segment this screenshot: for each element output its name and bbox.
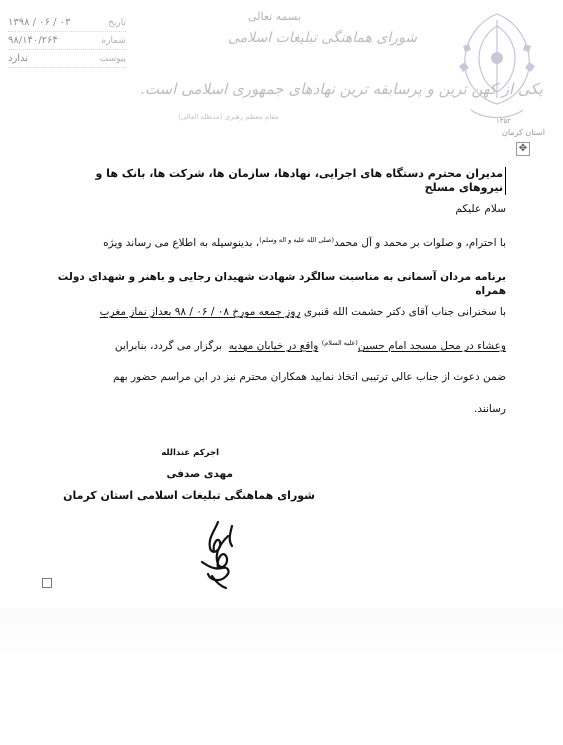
move-handle-icon[interactable]: ✥ xyxy=(516,142,530,156)
attachment-value: ندارد xyxy=(8,53,29,64)
number-value: ۹۸/۱۴۰/۲۶۴ xyxy=(8,35,58,46)
date-value: ۰۳ / ۰۶ / ۱۳۹۸ xyxy=(8,17,71,28)
number-row xyxy=(8,32,126,50)
p4-note: (علیه السلام) xyxy=(321,339,358,347)
p1-note: (صلی الله علیه و اله وسلم) xyxy=(259,236,334,244)
page-footer-shade xyxy=(0,608,563,658)
p1-end: ، بدینوسیله به اطلاع می رساند ویژه xyxy=(103,237,260,249)
attachment-row xyxy=(8,50,126,68)
signer-name: مهدی صدفی xyxy=(166,468,233,480)
checkbox[interactable] xyxy=(42,578,52,588)
handwritten-signature-icon xyxy=(188,518,244,590)
letter-paragraph-3 xyxy=(54,305,506,319)
letter-meta xyxy=(8,14,126,68)
signer-title: شورای هماهنگی تبلیغات اسلامی استان کرمان xyxy=(63,489,315,502)
council-name: شورای هماهنگی تبلیغات اسلامی xyxy=(228,30,417,46)
besmeh-heading: بسمه تعالی xyxy=(248,10,301,23)
letter-addressee: مدیران محترم دستگاه های اجرایی، نهادها، سازمان ها، شرکت ها، بانک ها و نیروهای مسلح xyxy=(51,167,506,195)
p1-start: با احترام، و صلوات بر محمد و آل محمد xyxy=(334,237,506,249)
p3-date-time: روز جمعه مورخ ۰۸ / ۰۶ / ۹۸ بعداز نماز مغرب xyxy=(99,306,301,318)
date-label: تاریخ xyxy=(108,17,126,28)
council-logo-icon xyxy=(441,6,553,124)
province-label: استان کرمان xyxy=(501,128,545,137)
council-motto: یکی از کهن ترین و پرسابقه ترین نهادهای جمهوری اسلامی است. xyxy=(140,80,543,98)
p3-start: با سخنرانی جناب آقای دکتر حشمت الله قنبری xyxy=(303,306,506,318)
attachment-label: پیوست xyxy=(99,53,126,64)
signature-closing: اجرکم عندالله xyxy=(161,448,219,458)
p4-venue-end: واقع در خیابان مهدیه xyxy=(228,340,319,352)
p4-venue-start: وعشاء در محل مسجد امام حسین xyxy=(357,340,506,352)
letter-paragraph-5: ضمن دعوت از جناب عالی ترتیبی اتخاذ نمایید همکاران محترم نیز در این مراسم حضور بهم xyxy=(112,371,506,383)
p4-end: برگزار می گردد، بنابراین xyxy=(114,340,223,352)
letter-paragraph-6: رسانند. xyxy=(473,403,506,415)
letter-greeting: سلام علیکم xyxy=(455,203,506,215)
letter-paragraph-1 xyxy=(54,236,506,250)
letter-paragraph-2: برنامه مردان آسمانی به مناسبت سالگرد شهادت شهیدان رجایی و باهنر و شهدای دولت همراه xyxy=(57,271,506,297)
date-row xyxy=(8,14,126,32)
motto-source: مقام معظم رهبری (مدظله العالی) xyxy=(178,113,279,121)
number-label: شماره xyxy=(101,35,126,46)
letter-paragraph-4 xyxy=(54,339,506,353)
logo-year: ۱۳۵۲ xyxy=(495,117,511,125)
